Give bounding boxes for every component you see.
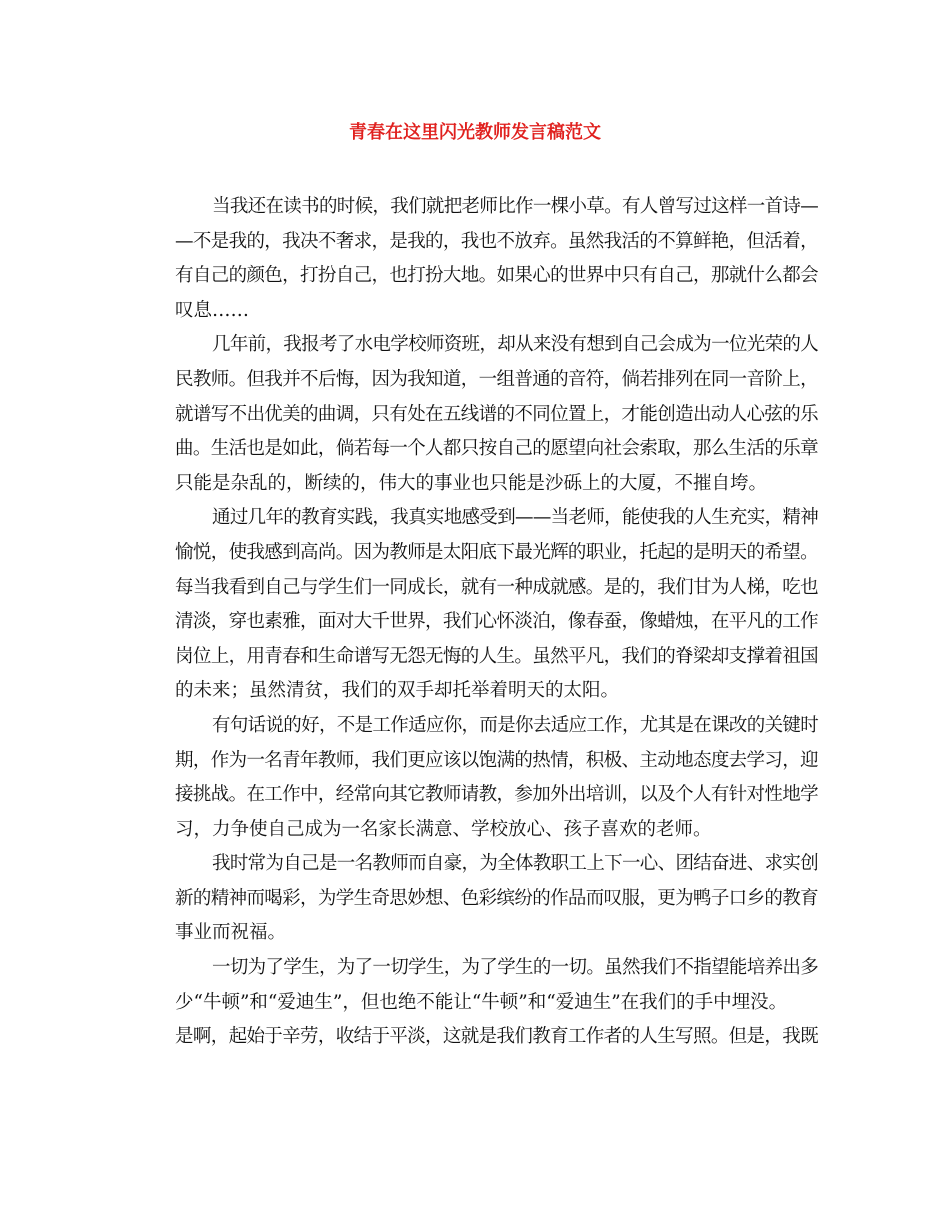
text-line: 我时常为自己是一名教师而自豪，为全体教职工上下一心、团结奋进、求实创	[212, 853, 819, 875]
document-body	[138, 190, 819, 1055]
text-line: —不是我的，我决不奢求，是我的，我也不放弃。虽然我活的不算鲜艳，但活着，	[175, 230, 818, 252]
paragraph	[138, 328, 819, 501]
text-line: 只能是杂乱的，断续的，伟大的事业也只能是沙砾上的大厦，不摧自垮。	[175, 472, 768, 494]
text-line: 少“牛顿”和“爱迪生”，但也绝不能让“牛顿”和“爱迪生”在我们的手中埋没。	[175, 991, 788, 1013]
text-line: 通过几年的教育实践，我真实地感受到——当老师，能使我的人生充实，精神	[212, 507, 819, 529]
text-line: 接挑战。在工作中，经常向其它教师请教，参加外出培训，以及个人有针对性地学	[175, 784, 818, 806]
text-line: 叹息……	[175, 299, 250, 321]
text-line: 愉悦，使我感到高尚。因为教师是太阳底下最光辉的职业，托起的是明天的希望。	[175, 541, 818, 563]
text-line: 当我还在读书的时候，我们就把老师比作一棵小草。有人曾写过这样一首诗—	[212, 196, 819, 217]
document-title: 青春在这里闪光教师发言稿范文	[349, 122, 601, 143]
text-line: 就谱写不出优美的曲调，只有处在五线谱的不同位置上，才能创造出动人心弦的乐	[175, 403, 818, 425]
paragraph	[138, 951, 819, 1055]
text-line: 清淡，穿也素雅，面对大千世界，我们心怀淡泊，像春蚕，像蜡烛，在平凡的工作	[175, 611, 818, 633]
text-line: 有句话说的好，不是工作适应你，而是你去适应工作，尤其是在课改的关键时	[212, 714, 819, 736]
text-line: 习，力争使自己成为一名家长满意、学校放心、孩子喜欢的老师。	[175, 818, 712, 840]
paragraph	[138, 847, 819, 951]
text-line: 的未来；虽然清贫，我们的双手却托举着明天的太阳。	[175, 680, 620, 702]
text-line: 几年前，我报考了水电学校师资班，却从来没有想到自己会成为一位光荣的人	[212, 334, 819, 356]
text-line: 岗位上，用青春和生命谱写无怨无悔的人生。虽然平凡，我们的脊梁却支撑着祖国	[175, 645, 818, 667]
text-line: 新的精神而喝彩，为学生奇思妙想、色彩缤纷的作品而叹服，更为鸭子口乡的教育	[175, 887, 818, 909]
text-line: 曲。生活也是如此，倘若每一个人都只按自己的愿望向社会索取，那么生活的乐章	[175, 438, 818, 460]
text-line: 每当我看到自己与学生们一同成长，就有一种成就感。是的，我们甘为人梯，吃也	[175, 576, 818, 598]
text-line: 民教师。但我并不后悔，因为我知道，一组普通的音符，倘若排列在同一音阶上，	[175, 368, 818, 390]
text-line: 期，作为一名青年教师，我们更应该以饱满的热情，积极、主动地态度去学习，迎	[175, 749, 818, 771]
text-line: 是啊，起始于辛劳，收结于平淡，这就是我们教育工作者的人生写照。但是，我既	[175, 1026, 818, 1048]
text-line: 一切为了学生，为了一切学生，为了学生的一切。虽然我们不指望能培养出多	[212, 957, 819, 979]
paragraph	[138, 709, 819, 847]
paragraph	[138, 190, 819, 328]
paragraph	[138, 501, 819, 709]
text-line: 事业而祝福。	[175, 922, 287, 944]
text-line: 有自己的颜色，打扮自己，也打扮大地。如果心的世界中只有自己，那就什么都会	[175, 265, 818, 287]
